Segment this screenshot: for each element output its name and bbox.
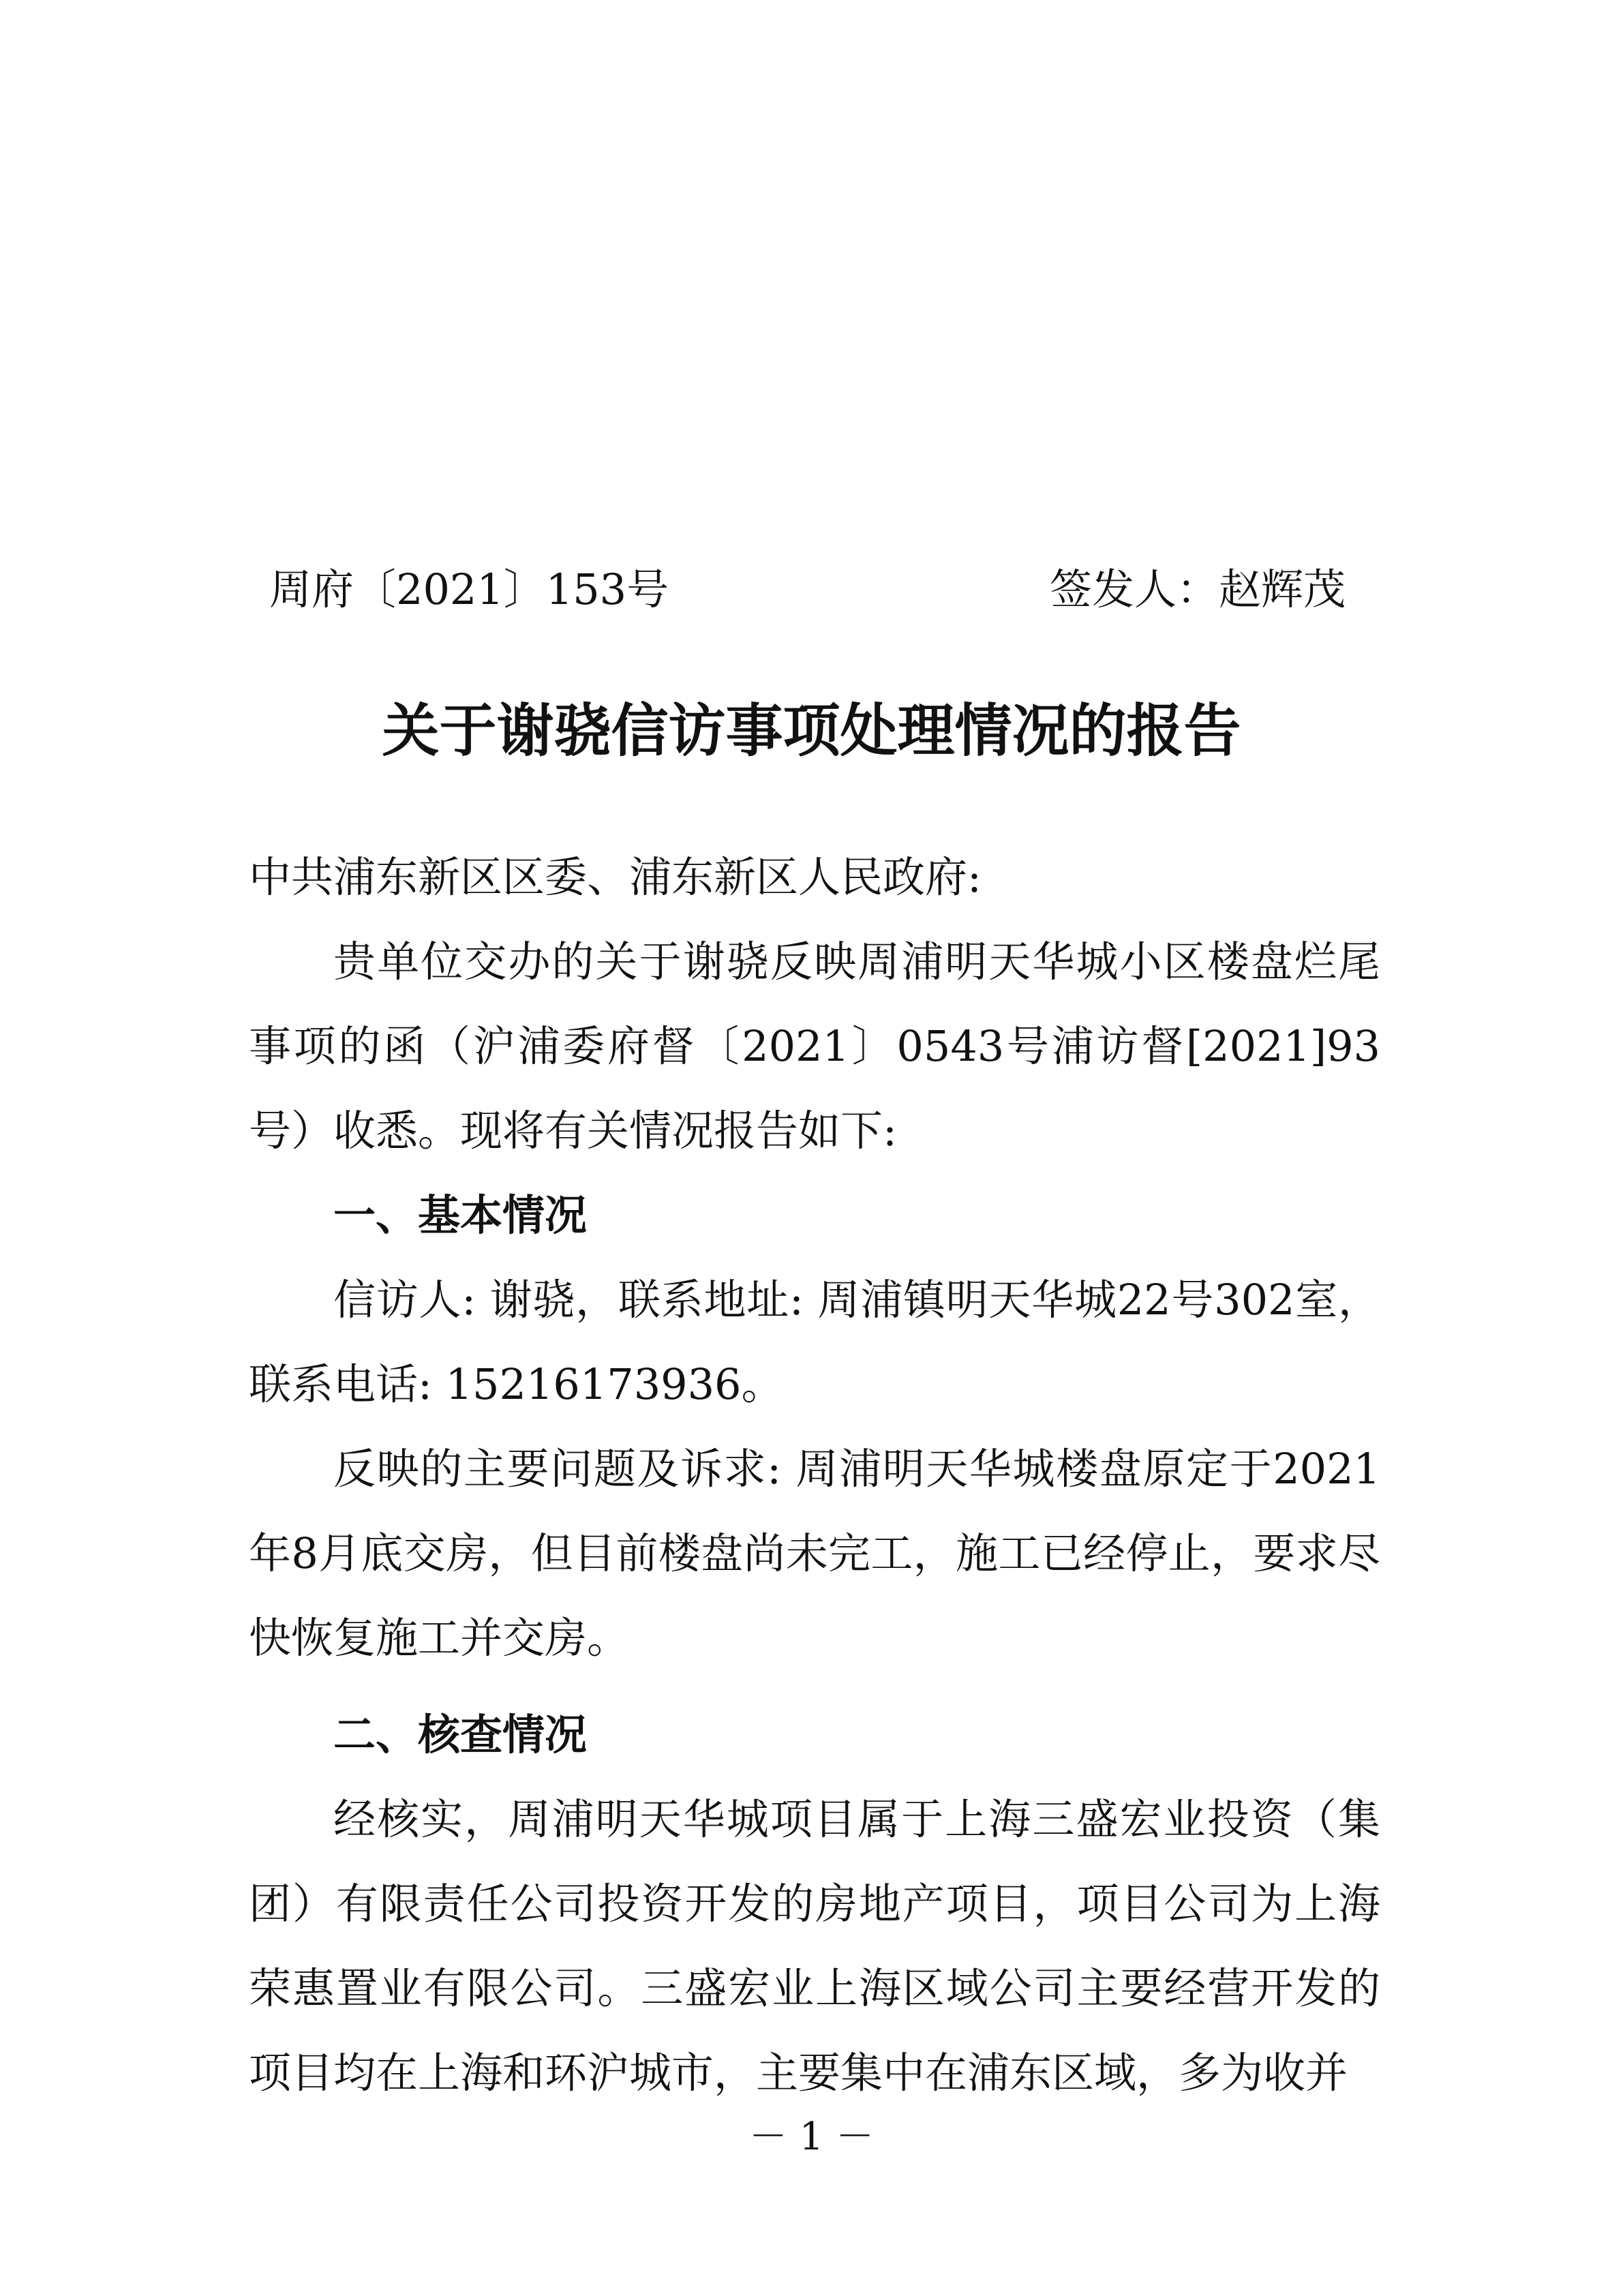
section-heading-basic: 一、基本情况 xyxy=(333,1190,588,1240)
salutation: 中共浦东新区区委、浦东新区人民政府: xyxy=(249,852,982,902)
section-heading-verification: 二、核查情况 xyxy=(333,1710,588,1759)
verification-paragraph: 经核实，周浦明天华城项目属于上海三盛宏业投资（集团）有限责任公司投资开发的房地产项目，项目公司为上海荣惠置业有限公司。三盛宏业上海区域公司主要经营开发的项目均在上海和环沪城市，主要集中在浦东区域，多为收并 xyxy=(249,1794,1380,2098)
intro-paragraph: 贵单位交办的关于谢骁反映周浦明天华城小区楼盘烂尾事项的函（沪浦委府督〔2021〕0543号浦访督[2021]93号）收悉。现将有关情况报告如下: xyxy=(249,937,1380,1155)
petitioner-info-paragraph: 信访人: 谢骁，联系地址: 周浦镇明天华城22号302室，联系电话: 15216173936。 xyxy=(249,1275,1380,1409)
issue-paragraph: 反映的主要问题及诉求: 周浦明天华城楼盘原定于2021年8月底交房，但目前楼盘尚未完工，施工已经停止，要求尽快恢复施工并交房。 xyxy=(249,1444,1380,1663)
document-title: 关于谢骁信访事项处理情况的报告 xyxy=(382,697,1241,764)
document-body xyxy=(249,835,1380,2115)
document-number: 周府〔2021〕153号 xyxy=(269,564,669,614)
page-number: － 1 － xyxy=(748,2115,875,2159)
signer: 签发人：赵辉茂 xyxy=(1050,564,1346,614)
